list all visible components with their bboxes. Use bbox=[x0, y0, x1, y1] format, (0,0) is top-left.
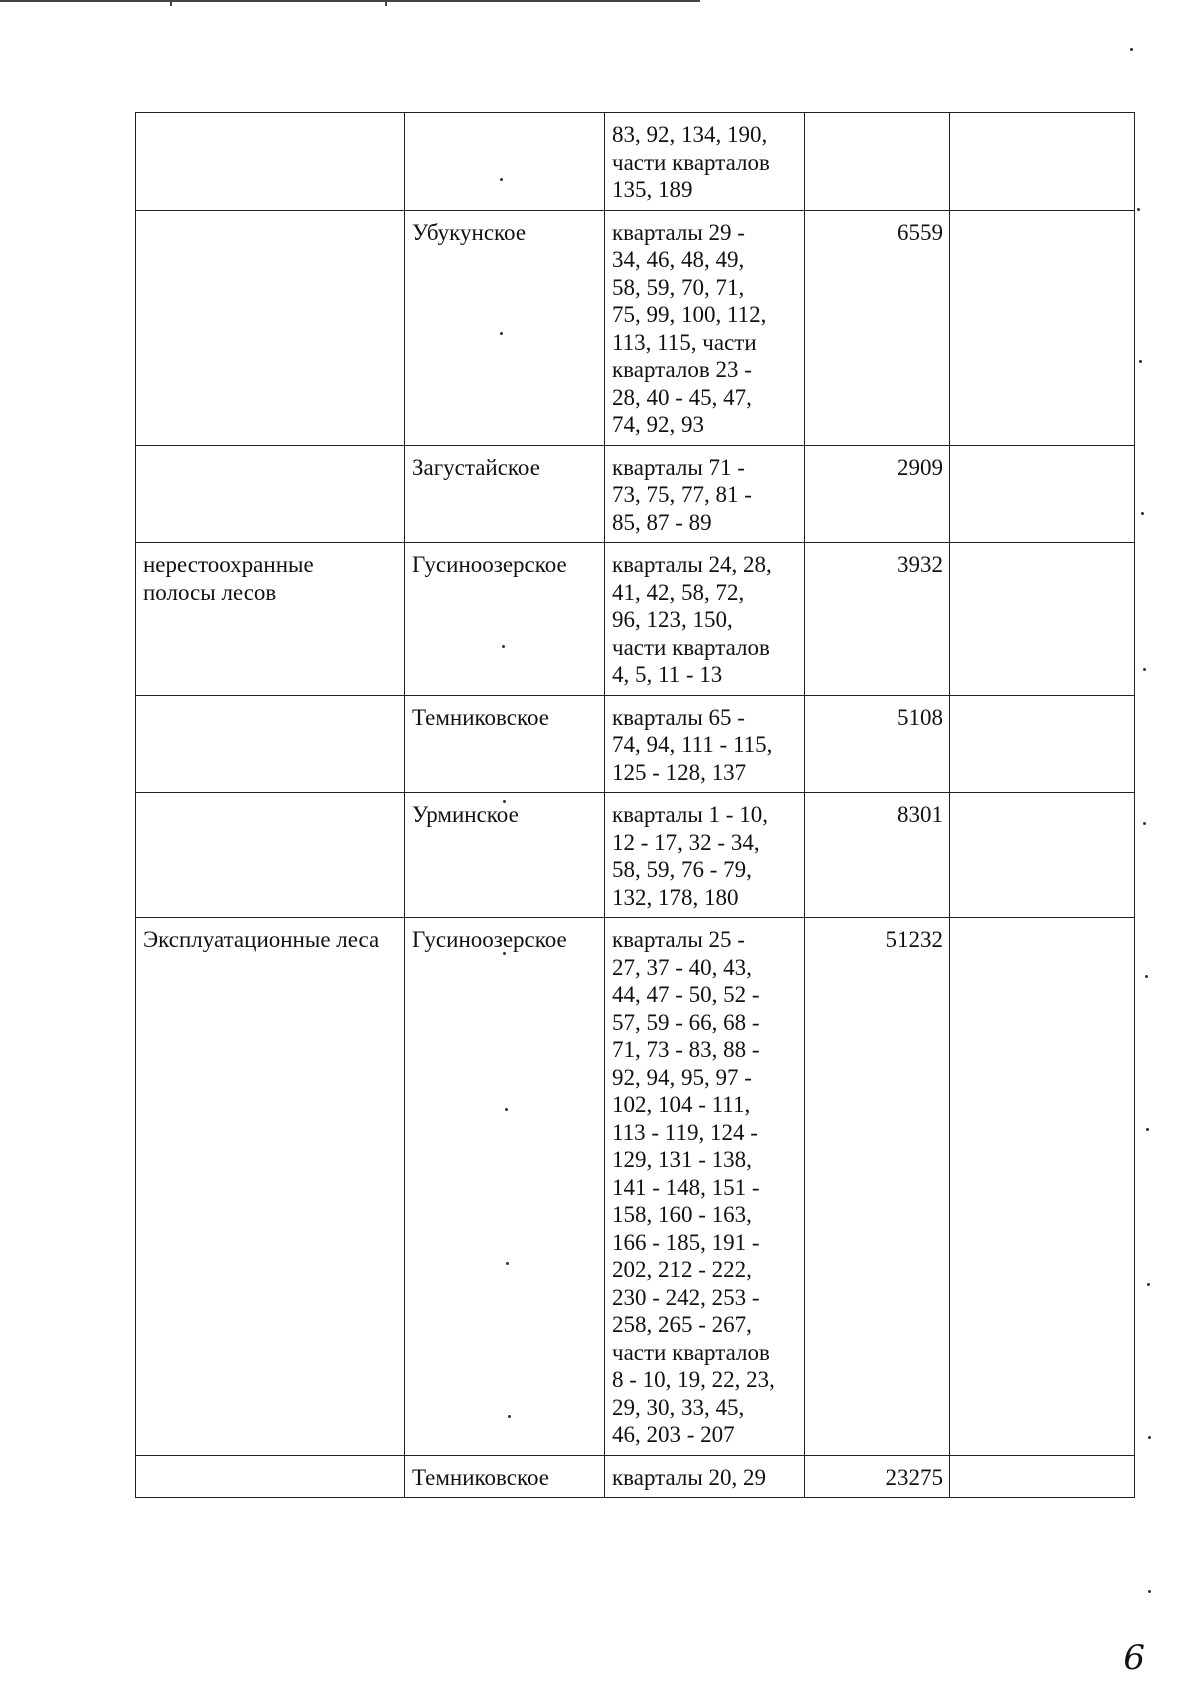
district-cell: Убукунское bbox=[405, 210, 605, 445]
scan-speck bbox=[1130, 48, 1133, 51]
quarters-cell: кварталы 29 - 34, 46, 48, 49, 58, 59, 70, 71, 75, 99, 100, 112, 113, 115, части кварталов 23 - 28, 40 - 45, 47, 74, 92, 93 bbox=[605, 210, 805, 445]
table-row bbox=[136, 918, 1135, 1456]
district-cell bbox=[405, 113, 605, 211]
category-cell bbox=[136, 113, 405, 211]
table-row bbox=[136, 445, 1135, 543]
area-cell: 6559 bbox=[805, 210, 950, 445]
area-cell: 2909 bbox=[805, 445, 950, 543]
note-cell bbox=[950, 113, 1135, 211]
scan-speck bbox=[1143, 822, 1146, 825]
district-cell: Урминское bbox=[405, 793, 605, 918]
category-cell bbox=[136, 445, 405, 543]
table-row bbox=[136, 543, 1135, 696]
district-cell: Загустайское bbox=[405, 445, 605, 543]
note-cell bbox=[950, 695, 1135, 793]
category-cell bbox=[136, 695, 405, 793]
quarters-cell: кварталы 25 - 27, 37 - 40, 43, 44, 47 - 50, 52 - 57, 59 - 66, 68 - 71, 73 - 83, 88 - 92, 94, 95, 97 - 102, 104 - 111, 113 - 119, 124 - 129, 131 - 138, 141 - 148, 151 - 158, 160 - 163, 166 - 185, 191 - 202, 212 - 222, 230 - 242, 253 - 258, 265 - 267, части кварталов 8 - 10, 19, 22, 23, 29, 30, 33, 45, 46, 203 - 207 bbox=[605, 918, 805, 1456]
scan-speck bbox=[1148, 1436, 1151, 1439]
category-cell bbox=[136, 793, 405, 918]
forest-quarters-table bbox=[135, 112, 1135, 1498]
scan-speck bbox=[1137, 208, 1140, 211]
note-cell bbox=[950, 1455, 1135, 1498]
scan-speck bbox=[1139, 360, 1142, 363]
scan-speck bbox=[1146, 1128, 1149, 1131]
quarters-cell: кварталы 20, 29 bbox=[605, 1455, 805, 1498]
note-cell bbox=[950, 543, 1135, 696]
scan-speck bbox=[1141, 512, 1144, 515]
category-cell bbox=[136, 1455, 405, 1498]
area-cell: 23275 bbox=[805, 1455, 950, 1498]
table-row bbox=[136, 210, 1135, 445]
category-cell: нерестоохранные полосы лесов bbox=[136, 543, 405, 696]
district-cell: Темниковское bbox=[405, 1455, 605, 1498]
area-cell: 3932 bbox=[805, 543, 950, 696]
quarters-cell: кварталы 24, 28, 41, 42, 58, 72, 96, 123, 150, части кварталов 4, 5, 11 - 13 bbox=[605, 543, 805, 696]
district-cell: Гусиноозерское bbox=[405, 918, 605, 1456]
area-cell bbox=[805, 113, 950, 211]
district-cell: Гусиноозерское bbox=[405, 543, 605, 696]
scan-speck bbox=[1143, 668, 1146, 671]
district-cell: Темниковское bbox=[405, 695, 605, 793]
note-cell bbox=[950, 210, 1135, 445]
category-cell bbox=[136, 210, 405, 445]
top-rule bbox=[0, 0, 700, 2]
area-cell: 51232 bbox=[805, 918, 950, 1456]
note-cell bbox=[950, 793, 1135, 918]
quarters-cell: 83, 92, 134, 190, части кварталов 135, 189 bbox=[605, 113, 805, 211]
table-row bbox=[136, 113, 1135, 211]
note-cell bbox=[950, 918, 1135, 1456]
scan-speck bbox=[1148, 1590, 1151, 1593]
quarters-cell: кварталы 65 - 74, 94, 111 - 115, 125 - 128, 137 bbox=[605, 695, 805, 793]
scan-speck bbox=[1145, 975, 1148, 978]
area-cell: 5108 bbox=[805, 695, 950, 793]
quarters-cell: кварталы 71 - 73, 75, 77, 81 - 85, 87 - 89 bbox=[605, 445, 805, 543]
page-number: 6 bbox=[1123, 1638, 1145, 1678]
table-row bbox=[136, 695, 1135, 793]
table-row bbox=[136, 1455, 1135, 1498]
top-rule-tick bbox=[385, 0, 387, 6]
top-rule-tick bbox=[170, 0, 172, 6]
note-cell bbox=[950, 445, 1135, 543]
table-row bbox=[136, 793, 1135, 918]
quarters-cell: кварталы 1 - 10, 12 - 17, 32 - 34, 58, 59, 76 - 79, 132, 178, 180 bbox=[605, 793, 805, 918]
scan-speck bbox=[1147, 1283, 1150, 1286]
area-cell: 8301 bbox=[805, 793, 950, 918]
category-cell: Эксплуатационные леса bbox=[136, 918, 405, 1456]
